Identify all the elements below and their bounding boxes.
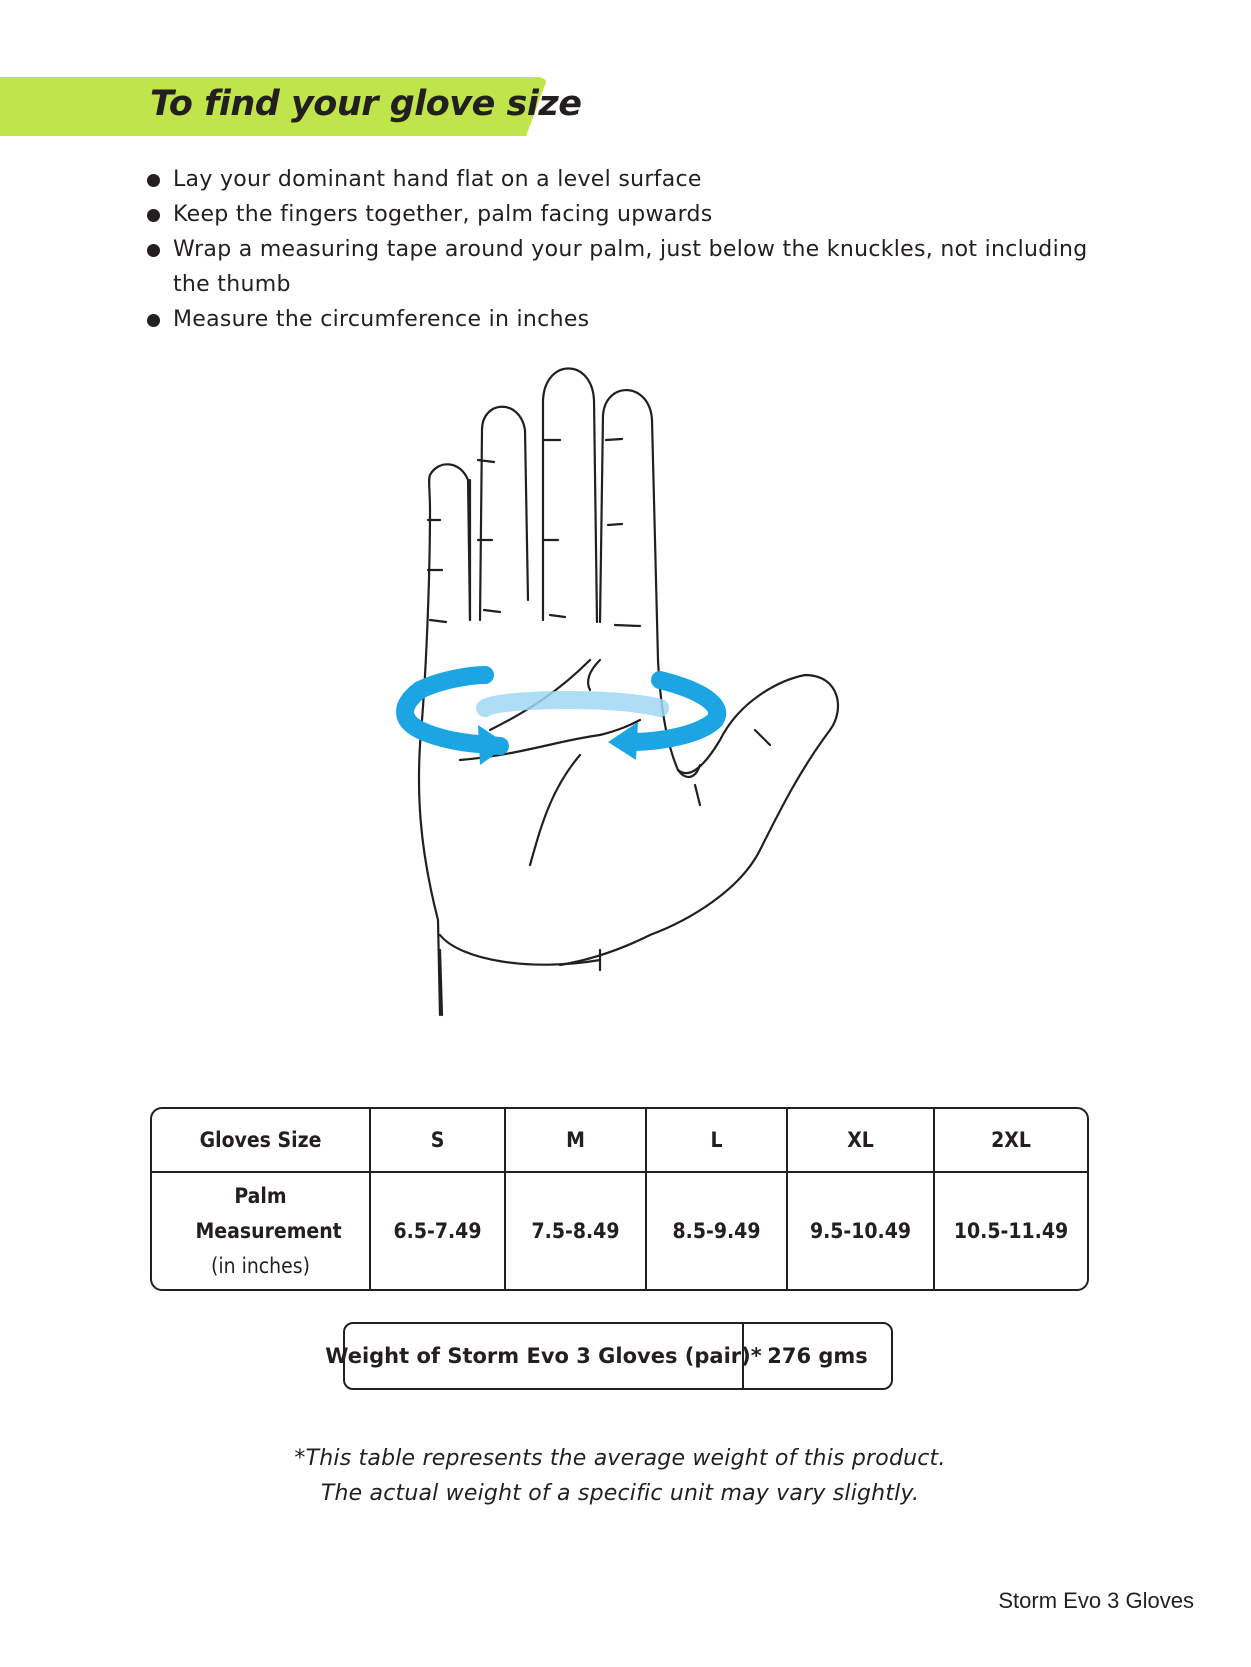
footer-product-name: Storm Evo 3 Gloves xyxy=(998,1588,1194,1613)
table-row xyxy=(152,1172,1087,1289)
measurement-s: 6.5-7.49 xyxy=(370,1172,505,1289)
bullet-icon xyxy=(147,244,160,257)
instruction-item: Wrap a measuring tape around your palm, just below the knuckles, not including the thumb xyxy=(145,232,1105,302)
table-header-row xyxy=(152,1109,1087,1172)
size-s: S xyxy=(370,1109,505,1172)
bullet-icon xyxy=(147,209,160,222)
size-m: M xyxy=(505,1109,646,1172)
weight-table xyxy=(325,1322,893,1390)
measurement-2xl: 10.5-11.49 xyxy=(953,1219,1069,1243)
measurement-l: 8.5-9.49 xyxy=(646,1172,787,1289)
weight-disclaimer xyxy=(250,1441,990,1511)
glove-size-table xyxy=(150,1107,1089,1291)
disclaimer-line: *This table represents the average weight of this product. xyxy=(294,1446,946,1471)
thumb xyxy=(560,675,838,965)
size-l: L xyxy=(646,1109,787,1172)
hand-measurement-illustration xyxy=(360,360,900,1025)
measurement-m: 7.5-8.49 xyxy=(505,1172,646,1289)
instruction-item: Measure the circumference in inches xyxy=(145,302,1105,337)
instruction-item: Lay your dominant hand flat on a level surface xyxy=(145,162,1105,197)
measurement-xl: 9.5-10.49 xyxy=(787,1172,934,1289)
size-xl: XL xyxy=(787,1109,934,1172)
instruction-item: Keep the fingers together, palm facing upwards xyxy=(145,197,1105,232)
instruction-list xyxy=(145,162,1105,337)
palm-measurement-label: Palm Measurement (in inches) xyxy=(152,1172,370,1289)
bullet-icon xyxy=(147,314,160,327)
bullet-icon xyxy=(147,174,160,187)
page-title: To find your glove size xyxy=(150,84,582,124)
weight-label: Weight of Storm Evo 3 Gloves (pair)* xyxy=(345,1324,744,1388)
size-2xl: 2XL xyxy=(934,1109,1087,1172)
weight-value: 276 gms xyxy=(767,1344,868,1368)
ring-finger xyxy=(543,369,597,623)
size-header-label: Gloves Size xyxy=(152,1109,370,1172)
disclaimer-line: The actual weight of a specific unit may vary slightly. xyxy=(320,1481,920,1506)
